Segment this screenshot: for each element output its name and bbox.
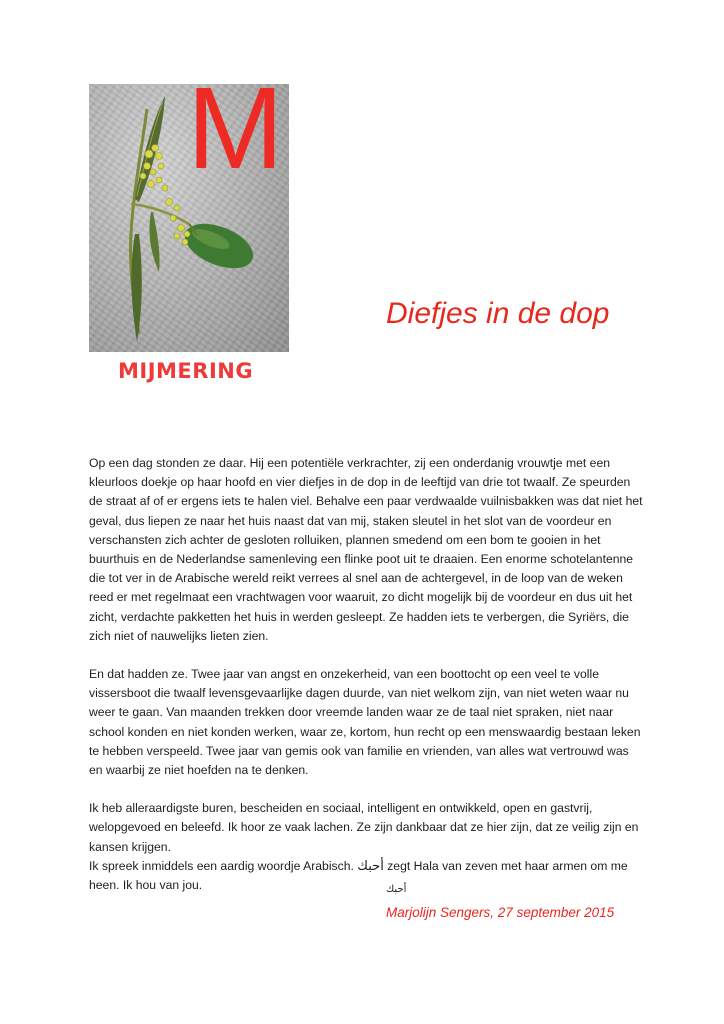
paragraph-2: En dat hadden ze. Twee jaar van angst en onzekerheid, van een boottocht op een veel te volle vissersboot die twaalf levensgevaarlijke dagen duurde, van niet welkom zijn, van niet weten waar nu weer te gaan. Van maanden trekken door vreemde landen waar ze de taal niet spraken, niet naar school konden en niet konden werken, waar ze, kortom, hun recht op een menswaardig bestaan leken te hebben verspeeld. Twee jaar van gemis ook van familie en vrienden, van alles wat vertrouwd was en waarbij ze niet hoefden na te denken. bbox=[89, 667, 641, 778]
mijmering-logo bbox=[89, 84, 289, 394]
logo-caption: MIJMERING bbox=[118, 359, 254, 383]
paragraph-3: Ik heb alleraardigste buren, bescheiden en sociaal, intelligent en ontwikkeld, open en gastvrij, welopgevoed en beleefd. Ik hoor ze vaak lachen. Ze zijn dankbaar dat ze hier zijn, dat ze veilig zijn en kansen krijgen. bbox=[89, 801, 639, 854]
article-body bbox=[89, 454, 645, 895]
logo-letter-m: M bbox=[187, 84, 282, 193]
article-title: Diefjes in de dop bbox=[386, 297, 610, 330]
olive-branch-photo bbox=[89, 84, 289, 352]
paragraph-4 bbox=[89, 857, 645, 895]
paragraph-1: Op een dag stonden ze daar. Hij een potentiële verkrachter, zij een onderdanig vrouwtje met een kleurloos doekje op haar hoofd en vier diefjes in de dop in de leeftijd van drie tot twaalf. Ze speurden de straat af of er ergens iets te halen viel. Behalve een paar verdwaalde vuilnisbakken was dat niet het geval, dus liepen ze naar het huis naast dat van mij, staken sleutel in het slot van de voordeur en verschansten zich achter de gesloten rolluiken, plannen smedend om een bom te gooien in het buurthuis en de Nederlandse samenleving een flinke poot uit te draaien. Een enorme schotelantenne die tot ver in de Arabische wereld reikt verrees al snel aan de achtergevel, in de loop van de weken reed er met regelmaat een vrachtwagen voor waaruit, zo dicht mogelijk bij de voordeur en dus uit het zicht, verdachte pakketten het huis in werden gesleept. Ze hadden iets te verbergen, die Syriërs, die zich niet of nauwelijks lieten zien. bbox=[89, 456, 643, 643]
arabic-phrase: أحبك bbox=[357, 858, 384, 874]
paragraph-4-before: Ik spreek inmiddels een aardig woordje Arabisch. bbox=[89, 858, 354, 873]
paragraph-4-after: zegt Hala van zeven met haar armen om me heen. Ik hou van jou. bbox=[89, 858, 628, 893]
signature-arabic: أحبك bbox=[386, 884, 407, 895]
author-signature: Marjolijn Sengers, 27 september 2015 bbox=[386, 905, 615, 920]
